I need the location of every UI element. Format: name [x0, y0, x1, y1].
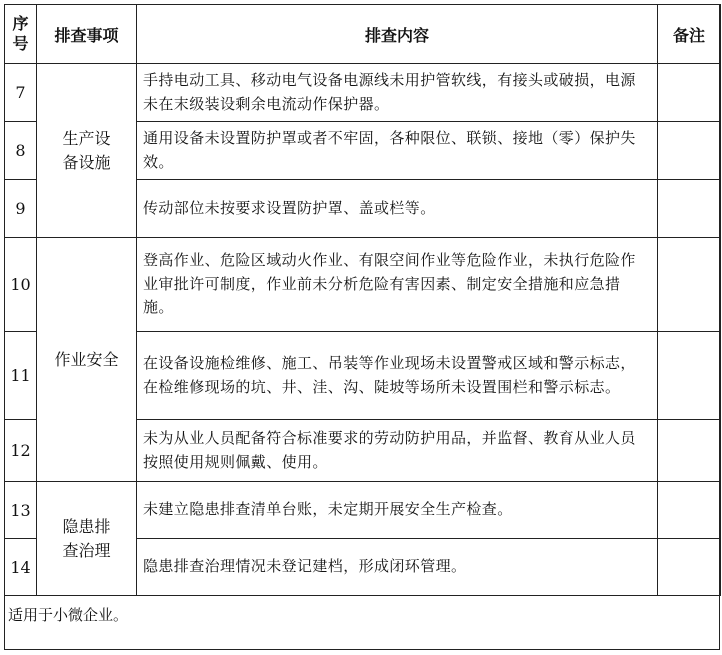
row-remark [658, 238, 721, 332]
header-content: 排查内容 [137, 5, 658, 64]
category-hazard [37, 482, 137, 596]
row-remark [658, 539, 721, 596]
row-content: 通用设备未设置防护罩或者不牢固，各种限位、联锁、接地（零）保护失效。 [137, 122, 658, 180]
row-seq: 9 [5, 180, 37, 238]
row-seq: 12 [5, 420, 37, 482]
header-seq [5, 5, 37, 64]
row-seq: 11 [5, 332, 37, 420]
row-content: 未为从业人员配备符合标准要求的劳动防护用品，并监督、教育从业人员按照使用规则佩戴、使用。 [137, 420, 658, 482]
category-hazard-line2: 查治理 [62, 540, 111, 560]
category-operation: 作业安全 [37, 238, 137, 482]
table-row [5, 238, 721, 332]
table-row [5, 482, 721, 539]
row-seq: 13 [5, 482, 37, 539]
footer-note: 适用于小微企业。 [8, 606, 129, 624]
category-production [37, 64, 137, 238]
row-remark [658, 64, 721, 122]
category-production-line2: 备设施 [62, 152, 111, 172]
row-remark [658, 180, 721, 238]
row-seq: 10 [5, 238, 37, 332]
row-seq: 8 [5, 122, 37, 180]
row-seq: 14 [5, 539, 37, 596]
category-hazard-line1: 隐患排 [62, 516, 111, 536]
header-remark: 备注 [658, 5, 721, 64]
row-remark [658, 122, 721, 180]
row-seq: 7 [5, 64, 37, 122]
row-remark [658, 482, 721, 539]
header-seq-line1: 序 [12, 14, 29, 33]
header-item: 排查事项 [37, 5, 137, 64]
row-remark [658, 420, 721, 482]
table-row [5, 64, 721, 122]
header-row [5, 5, 721, 64]
row-remark [658, 332, 721, 420]
category-production-line1: 生产设 [62, 128, 111, 148]
row-content: 传动部位未按要求设置防护罩、盖或栏等。 [137, 180, 658, 238]
row-content: 隐患排查治理情况未登记建档，形成闭环管理。 [137, 539, 658, 596]
row-content: 未建立隐患排查清单台账，未定期开展安全生产检查。 [137, 482, 658, 539]
row-content: 在设备设施检维修、施工、吊装等作业现场未设置警戒区域和警示标志，在检维修现场的坑、井、洼、沟、陡坡等场所未设置围栏和警示标志。 [137, 332, 658, 420]
inspection-table [4, 4, 721, 596]
row-content: 手持电动工具、移动电气设备电源线未用护管软线，有接头或破损，电源未在末级装设剩余电流动作保护器。 [137, 64, 658, 122]
row-content: 登高作业、危险区域动火作业、有限空间作业等危险作业，未执行危险作业审批许可制度，作业前未分析危险有害因素、制定安全措施和应急措施。 [137, 238, 658, 332]
header-seq-line2: 号 [12, 34, 29, 53]
